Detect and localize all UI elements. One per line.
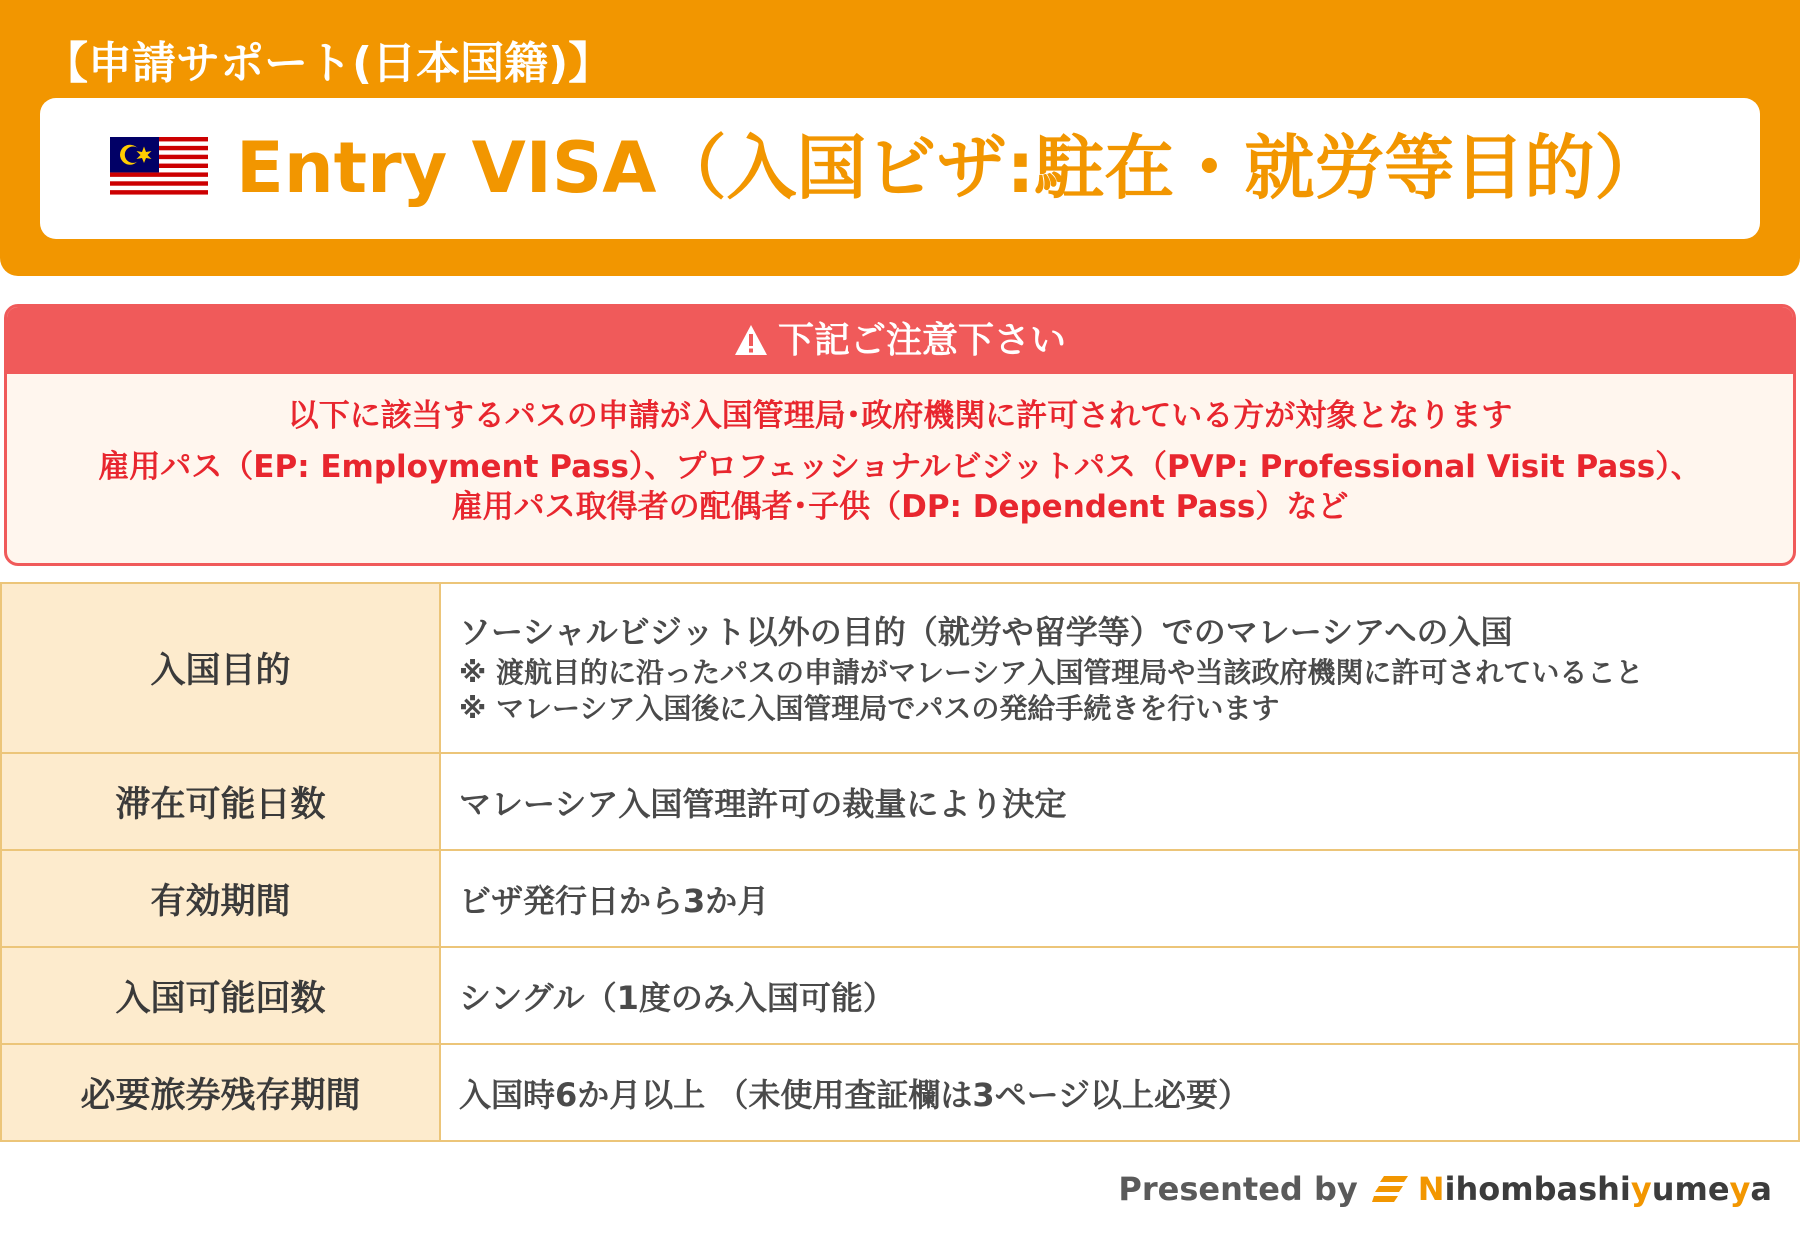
notice-line-2: 雇用パス（EP: Employment Pass）、プロフェッショナルビジットパス（PVP: Professional Visit Pass）、 (98, 449, 1702, 485)
header-banner (0, 0, 1800, 276)
row-label: 有効期間 (1, 850, 440, 947)
visa-info-table (0, 582, 1800, 1142)
notice-line-3: 雇用パス取得者の配偶者･子供（DP: Dependent Pass）など (451, 489, 1349, 525)
page-title: Entry VISA（入国ビザ:駐在・就労等目的） (236, 127, 1665, 209)
row-value: マレーシア入国管理許可の裁量により決定 (440, 753, 1799, 850)
table-row (1, 583, 1799, 753)
presented-by-text: Presented by (1118, 1170, 1358, 1208)
row-label: 滞在可能日数 (1, 753, 440, 850)
nihombashiyumeya-logo-icon (1372, 1174, 1410, 1204)
row-value: ビザ発行日から3か月 (440, 850, 1799, 947)
malaysia-flag-icon (110, 137, 208, 199)
brand-name: Nihombashiyumeya (1417, 1170, 1772, 1208)
row-value: 入国時6か月以上 （未使用査証欄は3ページ以上必要） (440, 1044, 1799, 1141)
table-row (1, 947, 1799, 1044)
row-value (440, 583, 1799, 753)
notice-header (7, 307, 1793, 374)
purpose-value: ソーシャルビジット以外の目的（就労や留学等）でのマレーシアへの入国 (459, 613, 1513, 651)
table-row (1, 753, 1799, 850)
row-value: シングル（1度のみ入国可能） (440, 947, 1799, 1044)
purpose-note: ※ 渡航目的に沿ったパスの申請がマレーシア入国管理局や当該政府機関に許可されていること (459, 656, 1644, 689)
header-label: 【申請サポート(日本国籍)】 (44, 38, 613, 89)
title-box (40, 98, 1760, 239)
row-label: 入国可能回数 (1, 947, 440, 1044)
notice-line-1: 以下に該当するパスの申請が入国管理局･政府機関に許可されている方が対象となります (287, 398, 1513, 434)
table-row (1, 1044, 1799, 1141)
notice-heading: 下記ご注意下さい (777, 320, 1066, 361)
row-label: 必要旅券残存期間 (1, 1044, 440, 1141)
footer-credit (1118, 1165, 1772, 1213)
purpose-note: ※ マレーシア入国後に入国管理局でパスの発給手続きを行います (459, 692, 1280, 725)
row-label: 入国目的 (1, 583, 440, 753)
notice-box (4, 304, 1796, 566)
table-row (1, 850, 1799, 947)
warning-triangle-icon (734, 324, 768, 356)
